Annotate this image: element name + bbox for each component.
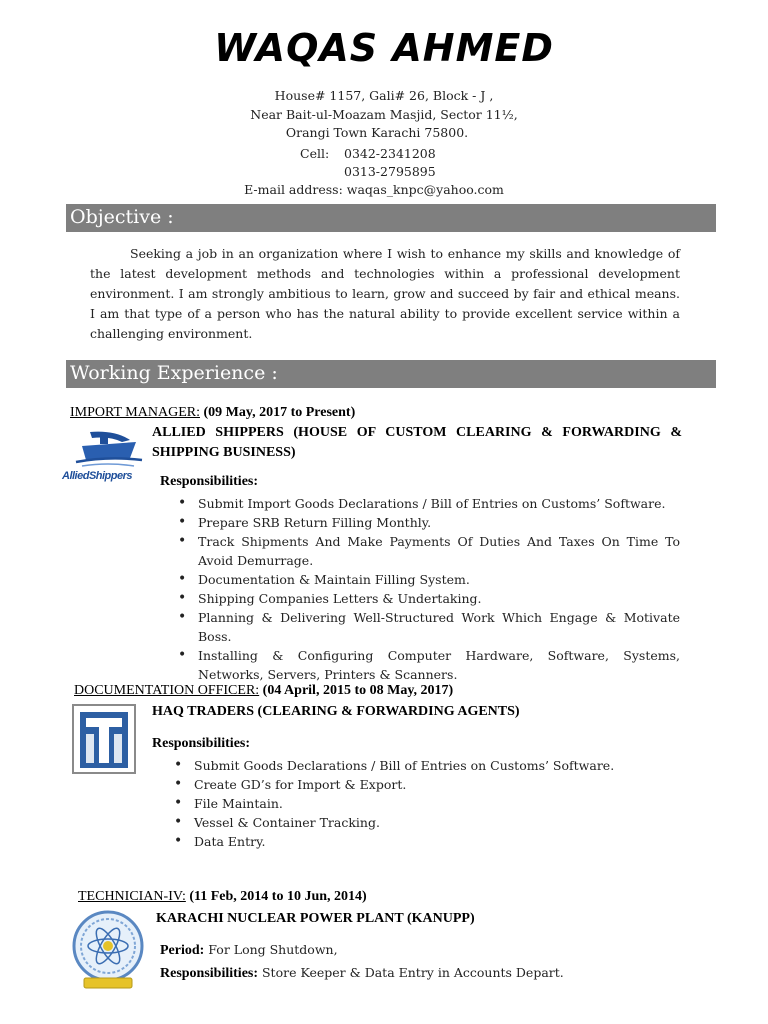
cell-number-2: 0313-2795895 [344, 164, 436, 179]
list-item: • Vessel & Container Tracking. [172, 813, 676, 832]
email-address: E-mail address: waqas_knpc@yahoo.com [244, 182, 504, 197]
candidate-name: WAQAS AHMED [214, 26, 554, 70]
objective-section-bar [66, 204, 716, 232]
list-item: • Data Entry. [172, 832, 676, 851]
job-3-responsibilities-value: Store Keeper & Data Entry in Accounts Depart. [258, 965, 564, 980]
job-1-company: ALLIED SHIPPERS (HOUSE OF CUSTOM CLEARING & FORWARDING & SHIPPING BUSINESS) [152, 425, 682, 460]
list-item: • Prepare SRB Return Filling Monthly. [176, 513, 680, 532]
objective-title: Objective : [70, 206, 174, 228]
list-item: • Planning & Delivering Well-Structured Work Which Engage & Motivate Boss. [176, 608, 680, 646]
job-2-company: HAQ TRADERS (CLEARING & FORWARDING AGENTS) [152, 704, 520, 719]
list-item: • Track Shipments And Make Payments Of Duties And Taxes On Time To Avoid Demurrage. [176, 532, 680, 570]
ship-icon [60, 426, 152, 492]
address-line-2: Near Bait-ul-Moazam Masjid, Sector 11½, [250, 107, 518, 122]
experience-title: Working Experience : [70, 362, 278, 384]
objective-text: Seeking a job in an organization where I wish to enhance my skills and knowledge of the latest development methods and technologies within a professional development environment. I am strongly ambitious to learn, grow and succeed by fair and ethical means. I am that type of a person who has the natural ability to provide excellent service within a challenging environment. [90, 246, 680, 341]
address-line-1: House# 1157, Gali# 26, Block - J , [274, 88, 494, 103]
list-item: • Documentation & Maintain Filling System. [176, 570, 680, 589]
experience-section-bar [66, 360, 716, 388]
cell-number-1: 0342-2341208 [344, 146, 436, 161]
job-1-responsibilities-list [176, 494, 680, 684]
job-3-period [160, 942, 338, 959]
allied-shippers-logo-text: AlliedShippers [62, 470, 133, 482]
job-3-company: KARACHI NUCLEAR POWER PLANT (KANUPP) [156, 911, 475, 926]
haq-traders-logo [72, 704, 136, 774]
job-2-dates: (04 April, 2015 to 08 May, 2017) [259, 683, 454, 698]
job-2-responsibilities-list [172, 756, 676, 851]
job-3-dates: (11 Feb, 2014 to 10 Jun, 2014) [185, 889, 367, 904]
list-item: • Installing & Configuring Computer Hardware, Software, Systems, Networks, Servers, Printers & Scanners. [176, 646, 680, 684]
job-3-period-value: For Long Shutdown, [204, 942, 338, 957]
allied-shippers-logo [60, 426, 152, 492]
list-item: • File Maintain. [172, 794, 676, 813]
job-3-role: TECHNICIAN-IV: [78, 889, 186, 904]
job-1-role: IMPORT MANAGER: [70, 405, 200, 420]
list-item: • Submit Import Goods Declarations / Bill of Entries on Customs’ Software. [176, 494, 680, 513]
list-item: • Submit Goods Declarations / Bill of Entries on Customs’ Software. [172, 756, 676, 775]
job-2-heading [74, 683, 453, 699]
job-3-period-label: Period: [160, 943, 205, 958]
job-1-heading [70, 405, 355, 421]
address-line-3: Orangi Town Karachi 75800. [285, 125, 469, 140]
haq-traders-icon [72, 704, 136, 774]
job-1-responsibilities-label: Responsibilities: [160, 474, 259, 489]
list-item: • Create GD’s for Import & Export. [172, 775, 676, 794]
job-3-responsibilities-label: Responsibilities: [160, 966, 259, 981]
job-3-responsibilities [160, 965, 564, 982]
kanupp-logo [70, 908, 146, 992]
list-item: • Shipping Companies Letters & Undertaking. [176, 589, 680, 608]
atom-emblem-icon [70, 908, 146, 992]
job-2-responsibilities-label: Responsibilities: [152, 736, 251, 751]
job-1-dates: (09 May, 2017 to Present) [199, 405, 356, 420]
job-2-role: DOCUMENTATION OFFICER: [74, 683, 260, 698]
job-3-heading [78, 889, 367, 905]
cell-label: Cell: [300, 146, 330, 161]
